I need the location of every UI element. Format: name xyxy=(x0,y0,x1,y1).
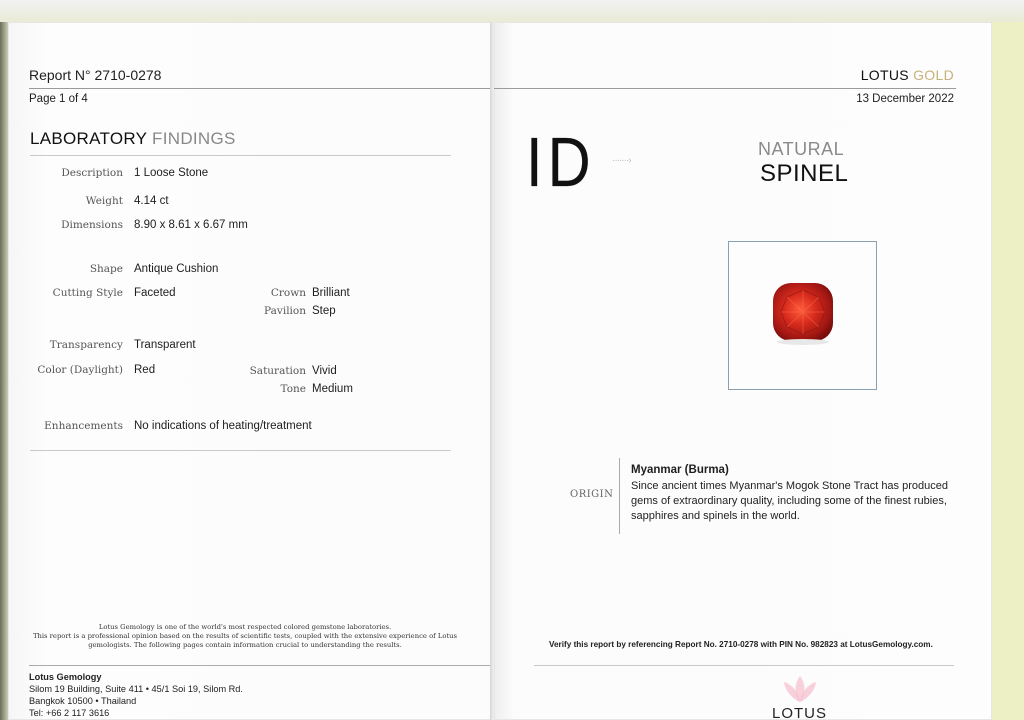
brand-logo-text xyxy=(861,67,954,83)
row-label: Weight xyxy=(85,195,123,207)
findings-title xyxy=(30,129,236,149)
row-value: 4.14 ct xyxy=(134,195,169,207)
left-page xyxy=(8,22,491,720)
header-rule xyxy=(29,88,491,89)
row-label: Description xyxy=(61,167,123,179)
row-value: Red xyxy=(134,364,156,376)
sub-row-value: Medium xyxy=(312,383,353,395)
sub-row-value: Vivid xyxy=(312,365,337,377)
report-number: Report N° 2710-0278 xyxy=(29,67,162,83)
page-edge-left xyxy=(0,22,8,720)
right-page xyxy=(494,22,992,720)
id-mark: ID xyxy=(526,123,596,201)
row-label: Color (Daylight) xyxy=(37,364,123,376)
origin-label: ORIGIN xyxy=(570,489,614,500)
row-value: 8.90 x 8.61 x 6.67 mm xyxy=(134,219,248,231)
footer-rule xyxy=(29,665,491,666)
row-label: Enhancements xyxy=(44,420,123,432)
findings-rule xyxy=(30,155,451,156)
spinel-stone-image xyxy=(729,242,876,389)
scan-top-strip xyxy=(0,0,1024,22)
brand-gold: GOLD xyxy=(913,67,954,83)
sub-row-label: Crown xyxy=(270,287,306,299)
species-name: SPINEL xyxy=(760,160,849,187)
sub-row-value: Step xyxy=(312,305,336,317)
row-value: Antique Cushion xyxy=(134,263,219,275)
row-label: Shape xyxy=(89,263,123,275)
sub-row-value: Brilliant xyxy=(312,287,350,299)
company-name: Lotus Gemology xyxy=(29,672,102,682)
sub-row-label: Saturation xyxy=(249,365,306,377)
findings-bottom-rule xyxy=(30,450,451,451)
row-value: Faceted xyxy=(134,287,176,299)
header-rule-right xyxy=(494,88,956,89)
background-right xyxy=(992,22,1024,720)
origin-country: Myanmar (Burma) xyxy=(631,464,729,476)
origin-description: Since ancient times Myanmar's Mogok Stone Tract has produced gems of extraordinary quality, including some of the finest rubies, sapphires and spinels in the world. xyxy=(631,480,948,522)
sub-row-label: Tone xyxy=(280,383,306,395)
disclaimer-line-1: Lotus Gemology is one of the world's most respected colored gemstone laboratories. xyxy=(98,623,392,631)
address-line-2: Bangkok 10500 • Thailand xyxy=(29,696,137,706)
row-label: Cutting Style xyxy=(52,287,123,299)
brand-lotus: LOTUS xyxy=(860,67,909,83)
row-label: Transparency xyxy=(49,339,123,351)
address-tel: Tel: +66 2 117 3616 xyxy=(29,708,110,718)
bottom-logo-text: LOTUS xyxy=(772,705,828,720)
page-info: Page 1 of 4 xyxy=(29,93,88,105)
row-value: 1 Loose Stone xyxy=(134,167,209,179)
row-value: Transparent xyxy=(134,339,196,351)
verify-rule xyxy=(534,665,954,666)
address-line-1: Silom 19 Building, Suite 411 • 45/1 Soi 19, Silom Rd. xyxy=(29,684,243,694)
findings-title-light: FINDINGS xyxy=(152,129,236,148)
findings-title-bold: LABORATORY xyxy=(30,129,148,148)
verify-text: Verify this report by referencing Report No. 2710-0278 with PIN No. 982823 at LotusGemology.com. xyxy=(549,640,933,649)
natural-label: NATURAL xyxy=(758,139,845,159)
stone-photo-frame xyxy=(728,241,877,390)
disclaimer-line-2: This report is a professional opinion based on the results of scientific tests, coupled with the extensive experience of Lotus gemologists. The following pages contain information crucial to understanding the results. xyxy=(32,632,458,649)
row-label: Dimensions xyxy=(61,219,123,231)
lotus-flower-icon xyxy=(777,672,823,704)
report-date: 13 December 2022 xyxy=(856,93,954,105)
dotted-arrow-icon: ·······› xyxy=(612,155,631,166)
origin-divider xyxy=(619,458,620,534)
sub-row-label: Pavilion xyxy=(264,305,306,317)
row-value: No indications of heating/treatment xyxy=(134,420,312,432)
